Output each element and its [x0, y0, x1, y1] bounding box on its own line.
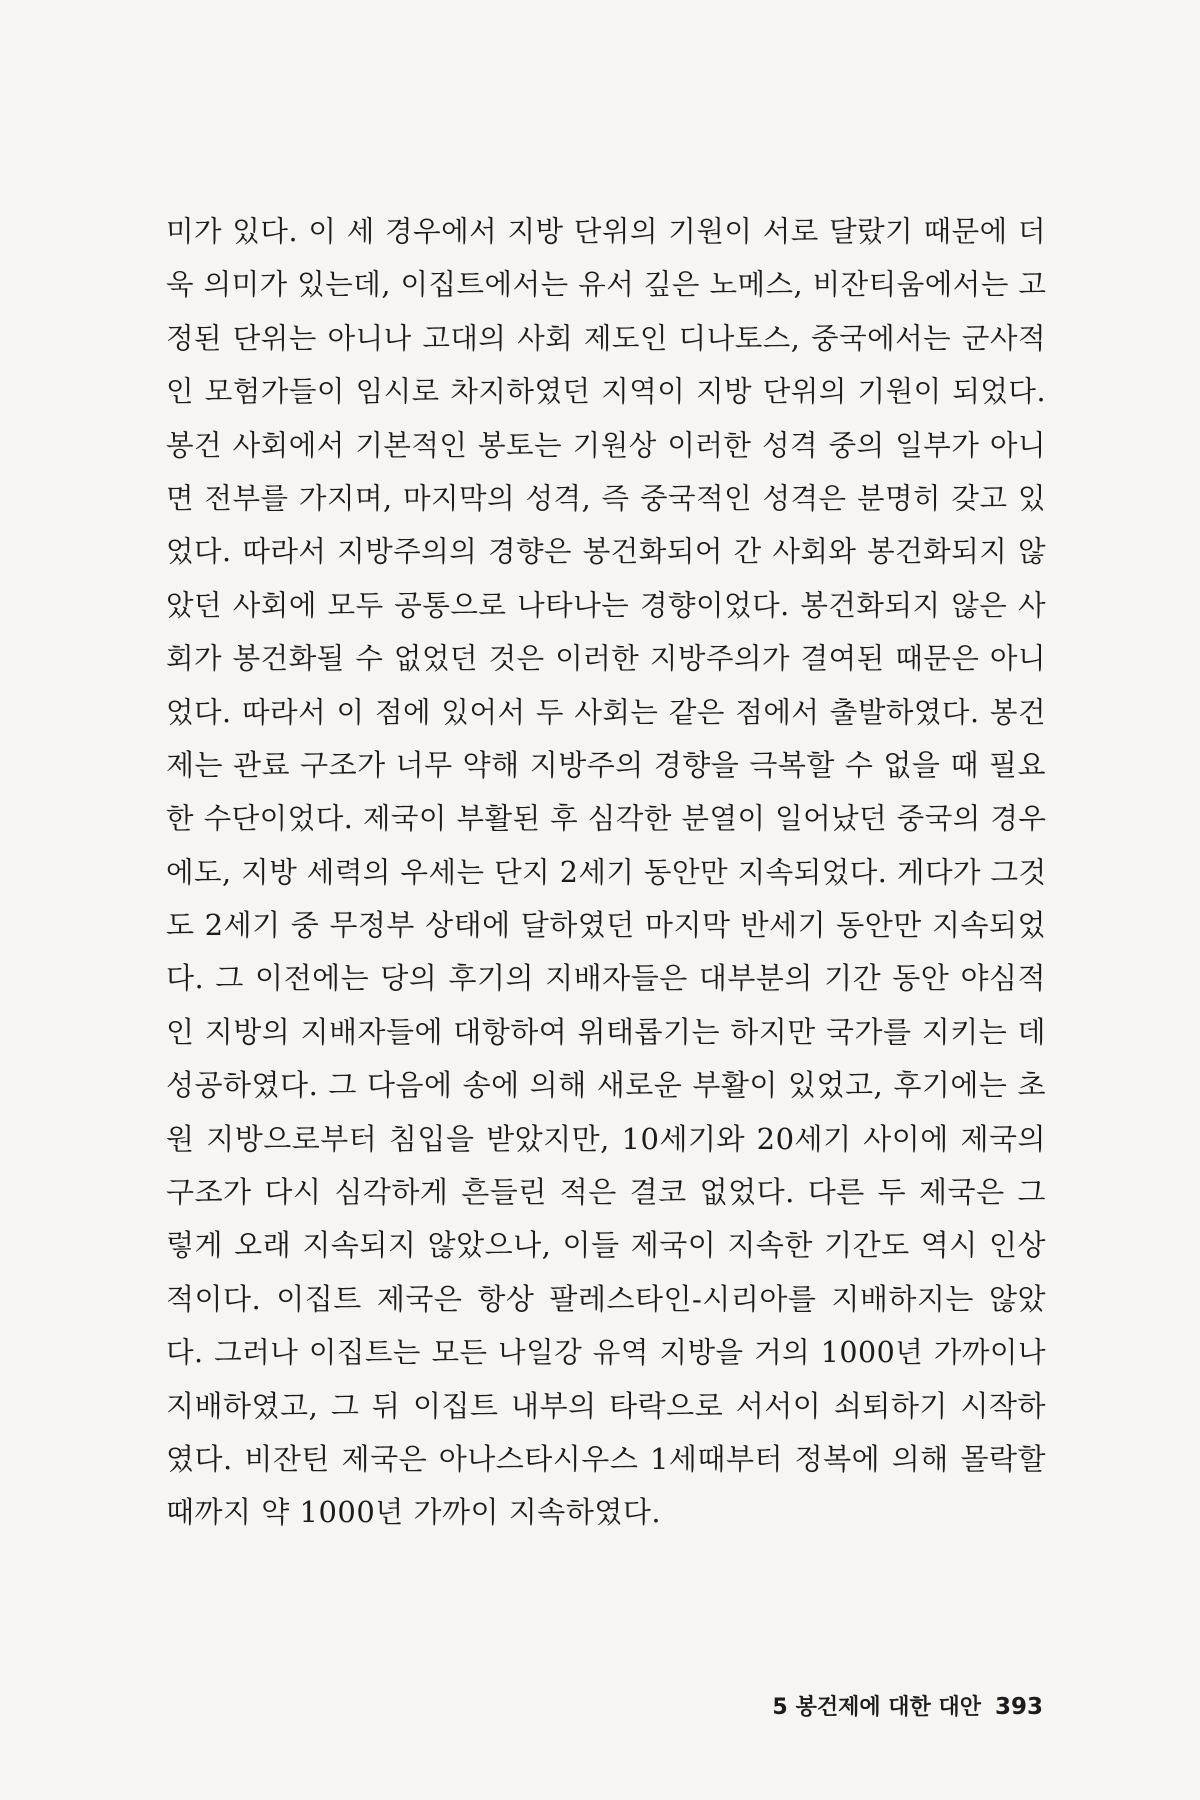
text-line: 구조가 다시 심각하게 흔들린 적은 결코 없었다. 다른 두 제국은 그	[166, 1175, 1046, 1210]
text-line: 도 2세기 중 무정부 상태에 달하였던 마지막 반세기 동안만 지속되었	[166, 908, 1046, 943]
text-line: 다. 그 이전에는 당의 후기의 지배자들은 대부분의 기간 동안 야심적	[166, 961, 1046, 996]
text-line: 욱 의미가 있는데, 이집트에서는 유서 깊은 노메스, 비잔티움에서는 고	[166, 268, 1047, 302]
text-line: 었다. 따라서 이 점에 있어서 두 사회는 같은 점에서 출발하였다. 봉건	[166, 695, 1046, 729]
text-line: 인 모험가들이 임시로 차지하였던 지역이 지방 단위의 기원이 되었다.	[166, 375, 1046, 409]
text-line: 었다. 따라서 지방주의의 경향은 봉건화되어 간 사회와 봉건화되지 않	[166, 535, 1046, 569]
text-line: 인 지방의 지배자들에 대항하여 위태롭기는 하지만 국가를 지키는 데	[166, 1014, 1046, 1049]
text-line: 였다. 비잔틴 제국은 아나스타시우스 1세때부터 정복에 의해 몰락할	[166, 1441, 1046, 1476]
text-line: 다. 그러나 이집트는 모든 나일강 유역 지방을 거의 1000년 가까이나	[166, 1336, 1046, 1370]
text-line: 정된 단위는 아니나 고대의 사회 제도인 디나토스, 중국에서는 군사적	[166, 321, 1046, 355]
text-line: 제는 관료 구조가 너무 약해 지방주의 경향을 극복할 수 없을 때 필요	[166, 747, 1046, 782]
text-line: 렇게 오래 지속되지 않았으나, 이들 제국이 지속한 기간도 역시 인상	[166, 1228, 1046, 1263]
text-line: 면 전부를 가지며, 마지막의 성격, 즉 중국적인 성격은 분명히 갖고 있	[166, 481, 1046, 515]
running-footer	[772, 1690, 1043, 1721]
text-line: 지배하였고, 그 뒤 이집트 내부의 타락으로 서서이 쇠퇴하기 시작하	[166, 1388, 1046, 1423]
page-number: 393	[994, 1694, 1043, 1720]
text-line: 에도, 지방 세력의 우세는 단지 2세기 동안만 지속되었다. 게다가 그것	[166, 855, 1047, 889]
text-line: 원 지방으로부터 침입을 받았지만, 10세기와 20세기 사이에 제국의	[166, 1121, 1046, 1156]
text-line: 봉건 사회에서 기본적인 봉토는 기원상 이러한 성격 중의 일부가 아니	[166, 428, 1046, 462]
text-line: 때까지 약 1000년 가까이 지속하였다.	[166, 1495, 662, 1530]
text-line: 미가 있다. 이 세 경우에서 지방 단위의 기원이 서로 달랐기 때문에 더	[166, 215, 1046, 248]
body-text	[166, 205, 1046, 1540]
chapter-number: 5	[772, 1695, 788, 1720]
chapter-title: 봉건제에 대한 대안	[795, 1695, 981, 1720]
text-line: 았던 사회에 모두 공통으로 나타나는 경향이었다. 봉건화되지 않은 사	[166, 588, 1046, 622]
text-line: 회가 봉건화될 수 없었던 것은 이러한 지방주의가 결여된 때문은 아니	[166, 642, 1046, 676]
text-line: 성공하였다. 그 다음에 송에 의해 새로운 부활이 있었고, 후기에는 초	[166, 1068, 1046, 1103]
text-line: 한 수단이었다. 제국이 부활된 후 심각한 분열이 일어났던 중국의 경우	[166, 802, 1047, 836]
text-line: 적이다. 이집트 제국은 항상 팔레스타인-시리아를 지배하지는 않았	[166, 1281, 1046, 1316]
